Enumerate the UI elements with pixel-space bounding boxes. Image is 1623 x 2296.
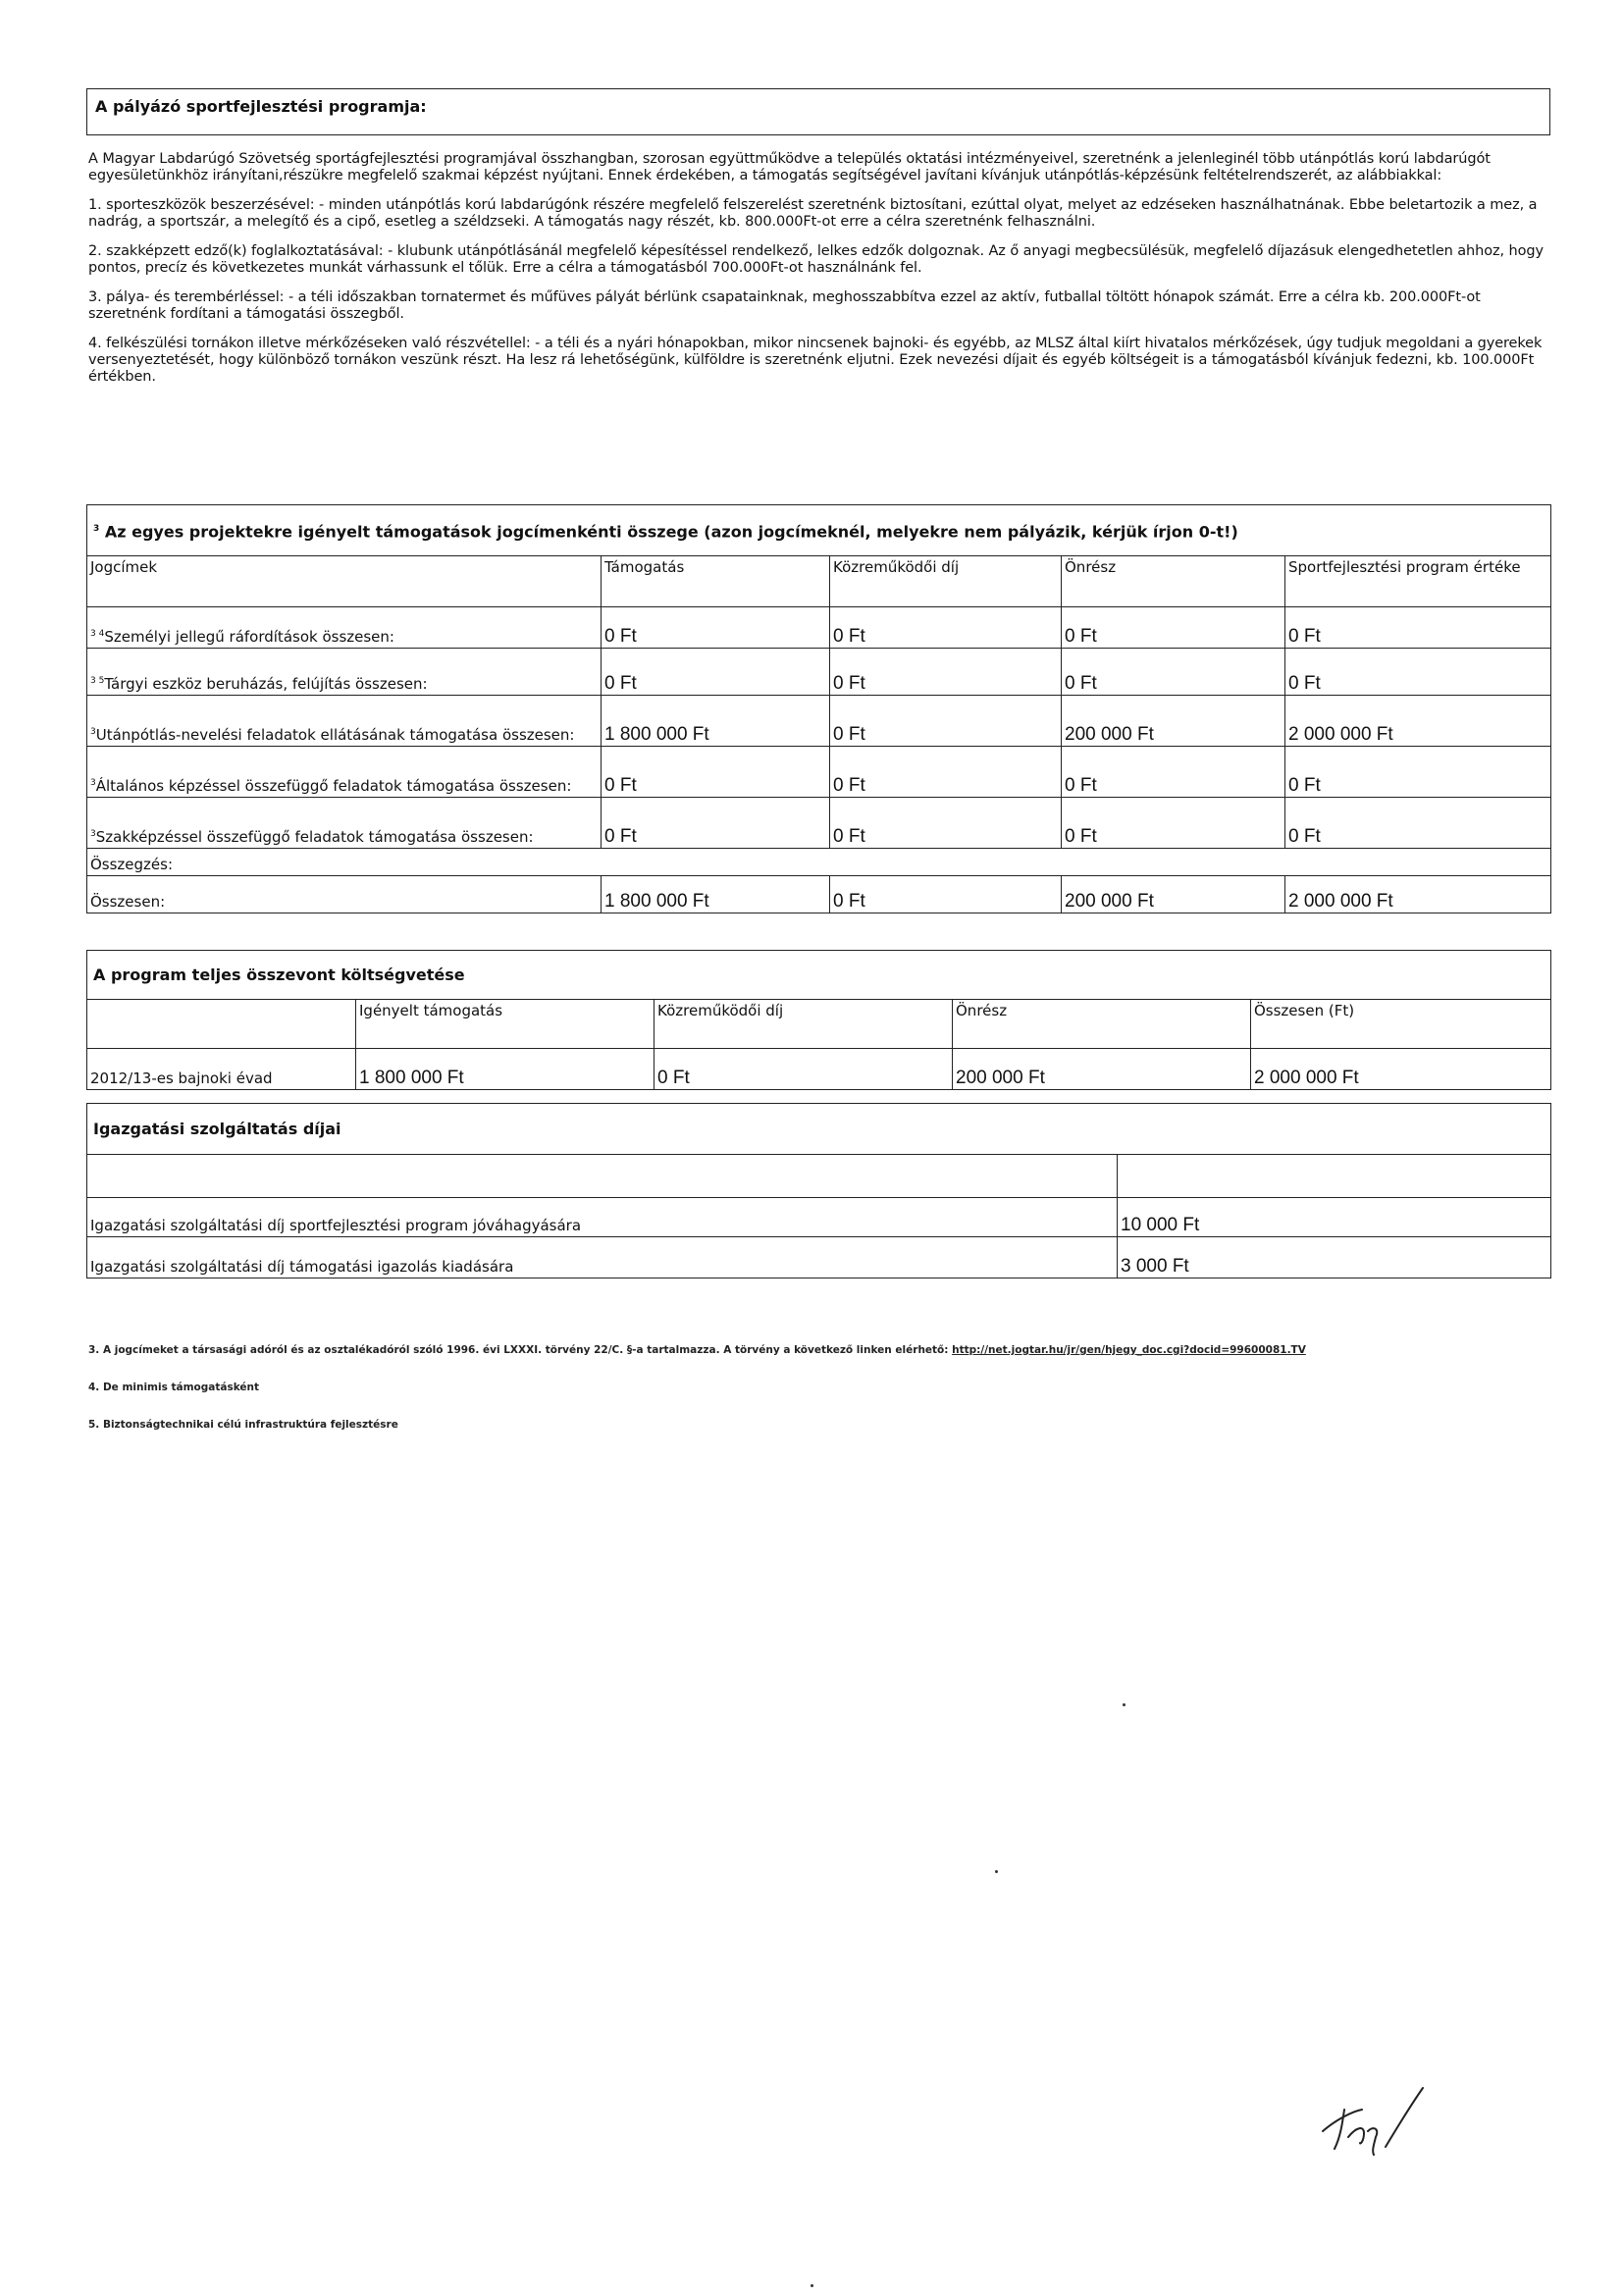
cell-tamogatas: 1 800 000 Ft: [602, 696, 830, 747]
scan-speck: [1123, 1703, 1126, 1706]
cell-onresz: 0 Ft: [1062, 747, 1285, 798]
table-row: [87, 1049, 1551, 1090]
total-tamogatas: 1 800 000 Ft: [602, 876, 830, 913]
program-section-title: A pályázó sportfejlesztési programja:: [95, 97, 427, 116]
cell-program-erteke: 0 Ft: [1285, 649, 1551, 696]
footnote-link[interactable]: http://net.jogtar.hu/jr/gen/hjegy_doc.cgi?docid=99600081.TV: [952, 1344, 1306, 1356]
program-intro: A Magyar Labdarúgó Szövetség sportágfejlesztési programjával összhangban, szorosan együttműködve a település oktatási intézményeivel, szeretnénk a jelenleginél több utánpótlás korú labdarúgót egyesületünkhöz irányítani,részükre megfelelő szakmai képzést nyújtani. Ennek érdekében, a támogatás segítségével javítani kívánjuk utánpótlás-képzésünk feltételrendszerét, az alábbiakkal:: [88, 151, 1491, 183]
budget-header-blank: [87, 1000, 356, 1049]
cell-kozremukodoi-dij: 0 Ft: [830, 696, 1062, 747]
budget-header-kozremukodoi: Közreműködői díj: [654, 1000, 953, 1049]
header-jogcimek: Jogcímek: [87, 556, 602, 607]
program-section-title-box: [86, 88, 1550, 135]
budget-kozremukodoi: 0 Ft: [654, 1049, 953, 1090]
budget-row-label: 2012/13-es bajnoki évad: [87, 1049, 356, 1090]
table-row: [87, 1237, 1551, 1278]
fee-label: Igazgatási szolgáltatási díj támogatási igazolás kiadására: [87, 1237, 1118, 1278]
cell-program-erteke: 0 Ft: [1285, 607, 1551, 649]
cell-onresz: 200 000 Ft: [1062, 696, 1285, 747]
cell-program-erteke: 0 Ft: [1285, 798, 1551, 849]
fees-table: [86, 1103, 1551, 1278]
program-item-1: 1. sporteszközök beszerzésével: - minden utánpótlás korú labdarúgónk részére megfelelő felszerelést szeretnénk biztosítani, ezúttal olyat, melyet az edzéseken használhatnának. Ebbe beletartozik a mez, a nadrág, a sportszár, a melegítő és a cipő, esetleg a széldzseki. A támogatás nagy részét, kb. 800.000Ft-ot erre a célra szeretnénk felhasználni.: [88, 197, 1538, 230]
cell-onresz: 0 Ft: [1062, 798, 1285, 849]
budget-onresz: 200 000 Ft: [953, 1049, 1251, 1090]
cell-kozremukodoi-dij: 0 Ft: [830, 607, 1062, 649]
program-item-4: 4. felkészülési tornákon illetve mérkőzéseken való részvétellel: - a téli és a nyári hónapokban, mikor nincsenek bajnoki- és egyébb, az MLSZ által kiírt hivatalos mérkőzések, úgy tudjuk megoldani a gyerekek versenyeztetését, hogy különböző tornákon veszünk részt. Ha lesz rá lehetőségünk, külföldre is szeretnénk eljutni. Ezek nevezési díjait és egyéb költségeit is a támogatásból kívánjuk fedezni, kb. 100.000Ft értékben.: [88, 336, 1543, 385]
total-program-erteke: 2 000 000 Ft: [1285, 876, 1551, 913]
table-row: [87, 607, 1551, 649]
fees-blank-value: [1118, 1155, 1551, 1198]
legal-titles-table: [86, 504, 1551, 913]
row-label: $^3$Szakképzéssel összefüggő feladatok támogatása összesen:: [87, 798, 602, 849]
budget-table-title: A program teljes összevont költségvetése: [87, 951, 1551, 1000]
cell-tamogatas: 0 Ft: [602, 747, 830, 798]
signature: [1315, 2080, 1452, 2168]
cell-kozremukodoi-dij: 0 Ft: [830, 798, 1062, 849]
footnote-4: 4. De minimis támogatásként: [88, 1382, 260, 1393]
header-onresz: Önrész: [1062, 556, 1285, 607]
cell-program-erteke: 0 Ft: [1285, 747, 1551, 798]
cell-onresz: 0 Ft: [1062, 607, 1285, 649]
table-row: [87, 798, 1551, 849]
program-item-2: 2. szakképzett edző(k) foglalkoztatásával: - klubunk utánpótlásánál megfelelő képesítéssel rendelkező, lelkes edzők dolgoznak. Az ő anyagi megbecsülésük, megfelelő díjazásuk elengedhetetlen ahhoz, hogy pontos, precíz és következetes munkát várhassunk el tőlük. Erre a célra a támogatásból 700.000Ft-ot használnánk fel.: [88, 243, 1544, 276]
table-row: [87, 696, 1551, 747]
scan-speck: [811, 2284, 813, 2287]
header-tamogatas: Támogatás: [602, 556, 830, 607]
cell-onresz: 0 Ft: [1062, 649, 1285, 696]
row-label: $^3$Általános képzéssel összefüggő feladatok támogatása összesen:: [87, 747, 602, 798]
header-program-erteke: Sportfejlesztési program értéke: [1285, 556, 1551, 607]
legal-table-title: $^3$ Az egyes projektekre igényelt támogatások jogcímenkénti összege (azon jogcímeknél, melyekre nem pályázik, kérjük írjon 0-t!): [87, 505, 1551, 556]
total-label: Összesen:: [87, 876, 602, 913]
scan-speck: [995, 1870, 998, 1873]
cell-tamogatas: 0 Ft: [602, 607, 830, 649]
program-item-3: 3. pálya- és terembérléssel: - a téli időszakban tornatermet és műfüves pályát bérlünk csapatainknak, meghosszabbítva ezzel az aktív, futballal töltött hónapok számát. Erre a célra kb. 200.000Ft-ot szeretnénk fordítani a támogatási összegből.: [88, 289, 1481, 322]
header-kozremukodoi-dij: Közreműködői díj: [830, 556, 1062, 607]
fee-value: 3 000 Ft: [1118, 1237, 1551, 1278]
fees-table-title: Igazgatási szolgáltatás díjai: [87, 1104, 1551, 1155]
cell-kozremukodoi-dij: 0 Ft: [830, 649, 1062, 696]
row-label: $^3$Utánpótlás-nevelési feladatok ellátásának támogatása összesen:: [87, 696, 602, 747]
table-row: [87, 747, 1551, 798]
budget-header-osszesen: Összesen (Ft): [1251, 1000, 1551, 1049]
total-row: [87, 876, 1551, 913]
cell-kozremukodoi-dij: 0 Ft: [830, 747, 1062, 798]
total-onresz: 200 000 Ft: [1062, 876, 1285, 913]
footnote-5: 5. Biztonságtechnikai célú infrastruktúra fejlesztésre: [88, 1419, 398, 1431]
footnote-3: 3. A jogcímeket a társasági adóról és az osztalékadóról szóló 1996. évi LXXXI. törvény 22/C. §-a tartalmazza. A törvény a következő linken elérhető: http://net.jogtar.hu/jr/gen/hjegy_doc.cgi?docid=99600081.TV: [88, 1344, 1306, 1356]
program-description: [88, 151, 1550, 386]
budget-header-igenyelt: Igényelt támogatás: [356, 1000, 654, 1049]
fee-label: Igazgatási szolgáltatási díj sportfejlesztési program jóváhagyására: [87, 1198, 1118, 1237]
budget-table: [86, 950, 1551, 1090]
row-label: $^{3 4}$Személyi jellegű ráfordítások összesen:: [87, 607, 602, 649]
summary-label: Összegzés:: [87, 849, 1551, 876]
cell-tamogatas: 0 Ft: [602, 649, 830, 696]
total-kozremukodoi-dij: 0 Ft: [830, 876, 1062, 913]
cell-tamogatas: 0 Ft: [602, 798, 830, 849]
fee-value: 10 000 Ft: [1118, 1198, 1551, 1237]
table-row: [87, 1198, 1551, 1237]
budget-header-onresz: Önrész: [953, 1000, 1251, 1049]
budget-osszesen: 2 000 000 Ft: [1251, 1049, 1551, 1090]
row-label: $^{3 5}$Tárgyi eszköz beruházás, felújítás összesen:: [87, 649, 602, 696]
table-row: [87, 649, 1551, 696]
fees-blank-cell: [87, 1155, 1118, 1198]
cell-program-erteke: 2 000 000 Ft: [1285, 696, 1551, 747]
budget-igenyelt: 1 800 000 Ft: [356, 1049, 654, 1090]
